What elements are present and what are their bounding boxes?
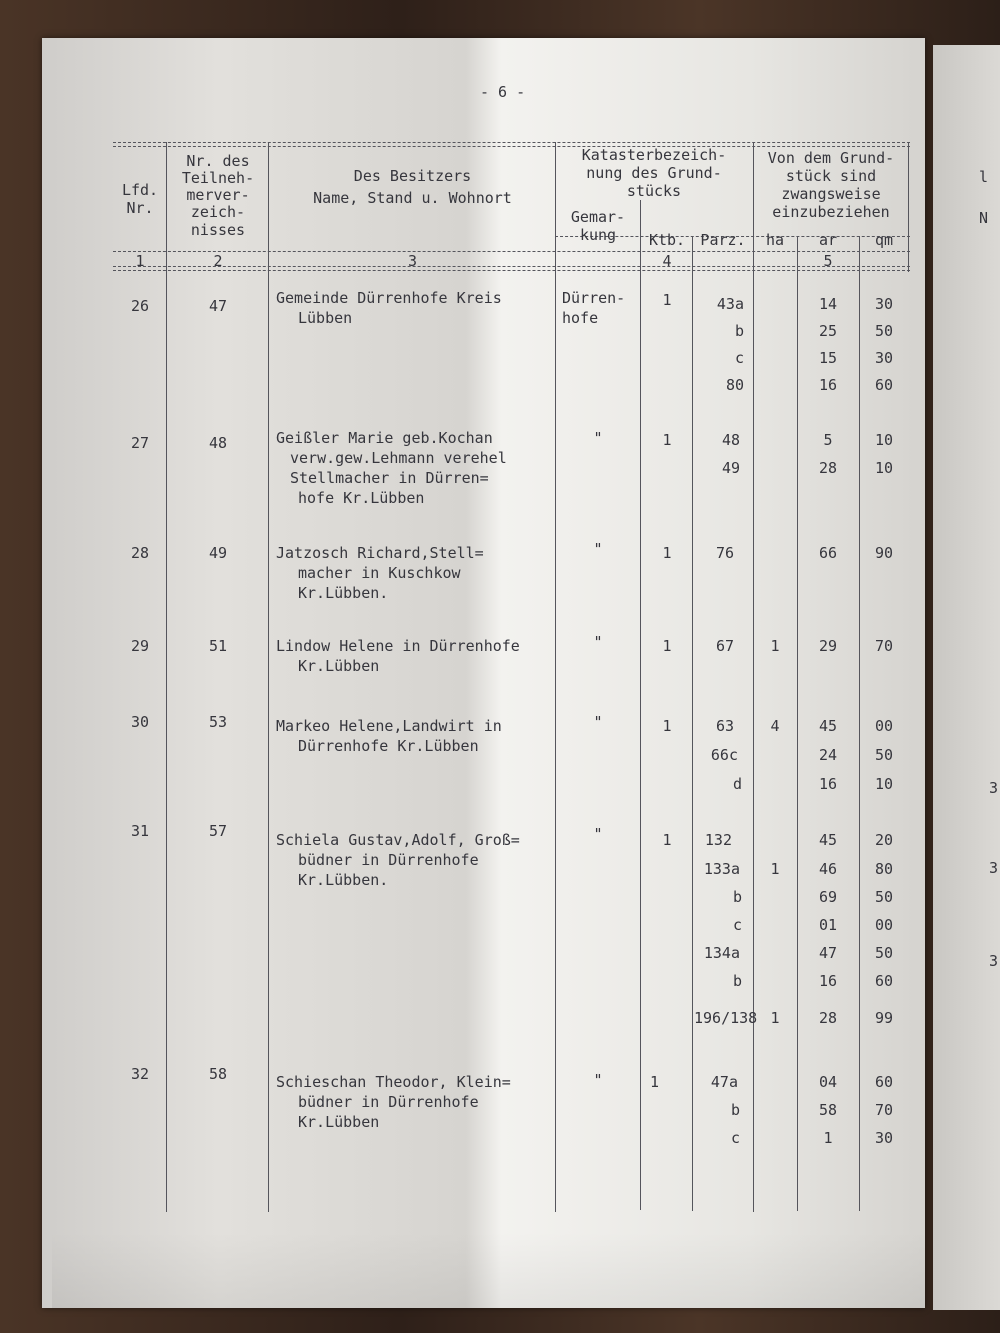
qm: 50 — [874, 944, 894, 962]
qm: 10 — [874, 431, 894, 449]
parzelle: 134a — [703, 944, 740, 962]
parzelle: 49 — [721, 459, 740, 477]
header-ktb: Ktb. — [648, 231, 686, 249]
parzelle: d — [732, 775, 742, 793]
lfd-nr: 29 — [130, 637, 150, 655]
qm: 30 — [874, 295, 894, 313]
parzelle: b — [730, 1101, 740, 1119]
parzelle: 132 — [704, 831, 732, 849]
ktb: 1 — [662, 637, 672, 655]
owner-line: Stellmacher in Dürren= — [290, 469, 489, 487]
qm: 30 — [874, 1129, 894, 1147]
ar: 69 — [818, 888, 838, 906]
parzelle: 67 — [715, 637, 734, 655]
adjacent-page — [933, 45, 1000, 1310]
header-qm: qm — [874, 231, 894, 249]
owner-line: Kr.Lübben — [298, 1113, 380, 1131]
owner-line: büdner in Dürrenhofe — [298, 1093, 479, 1111]
qm: 10 — [874, 775, 894, 793]
header-rule — [113, 251, 910, 252]
owner-line: Kr.Lübben. — [298, 584, 389, 602]
owner-line: Schieschan Theodor, Klein= — [276, 1073, 511, 1091]
header-parz: Parz. — [700, 231, 746, 249]
lfd-nr: 30 — [130, 713, 150, 731]
qm: 70 — [874, 637, 894, 655]
gemarkung-ditto: " — [593, 429, 603, 447]
column-divider — [166, 142, 167, 1212]
parzelle: 47a — [710, 1073, 738, 1091]
ar: 66 — [818, 544, 838, 562]
ar: 04 — [818, 1073, 838, 1091]
column-divider — [859, 236, 860, 1211]
owner-line: Kr.Lübben. — [298, 871, 389, 889]
parzelle: c — [734, 349, 744, 367]
ha: 1 — [770, 1009, 780, 1027]
ar: 5 — [823, 431, 833, 449]
owner-line: Markeo Helene,Landwirt in — [276, 717, 502, 735]
parzelle: 133a — [703, 860, 740, 878]
qm: 00 — [874, 717, 894, 735]
table-top-rule-2 — [113, 146, 910, 147]
ar: 14 — [818, 295, 838, 313]
column-divider — [753, 142, 754, 1212]
owner-line: Geißler Marie geb.Kochan — [276, 429, 493, 447]
teilnehmer-nr: 58 — [208, 1065, 228, 1083]
parzelle: 43a — [716, 295, 744, 313]
ar: 16 — [818, 376, 838, 394]
qm: 90 — [874, 544, 894, 562]
parzelle: 63 — [715, 717, 734, 735]
header-ha: ha — [765, 231, 785, 249]
lfd-nr: 31 — [130, 822, 150, 840]
gemarkung-ditto: " — [593, 633, 603, 651]
lfd-nr: 28 — [130, 544, 150, 562]
parzelle: b — [732, 888, 742, 906]
parzelle: c — [730, 1129, 740, 1147]
column-divider — [555, 142, 556, 1212]
owner-line: büdner in Dürrenhofe — [298, 851, 479, 869]
ha: 1 — [770, 860, 780, 878]
ar: 1 — [823, 1129, 833, 1147]
page-number: - 6 - — [480, 83, 526, 101]
owner-line: Schiela Gustav,Adolf, Groß= — [276, 831, 520, 849]
qm: 50 — [874, 888, 894, 906]
gemarkung-ditto: " — [593, 825, 603, 843]
ktb: 1 — [650, 1073, 660, 1091]
next-page-stub: l — [979, 168, 989, 186]
column-number: 5 — [823, 252, 833, 270]
teilnehmer-nr: 53 — [208, 713, 228, 731]
gemarkung-ditto: " — [593, 1071, 603, 1089]
qm: 10 — [874, 459, 894, 477]
column-divider — [692, 236, 693, 1211]
gemarkung: Dürren- — [562, 289, 626, 307]
owner-line: Dürrenhofe Kr.Lübben — [298, 737, 479, 755]
ktb: 1 — [662, 431, 672, 449]
parzelle: c — [732, 916, 742, 934]
lfd-nr: 27 — [130, 434, 150, 452]
parzelle: 66c — [710, 746, 738, 764]
qm: 70 — [874, 1101, 894, 1119]
ktb: 1 — [662, 831, 672, 849]
table-top-rule — [113, 142, 910, 143]
ha: 4 — [770, 717, 780, 735]
ar: 45 — [818, 717, 838, 735]
ar: 28 — [818, 1009, 838, 1027]
owner-line: Kr.Lübben — [298, 657, 380, 675]
ar: 47 — [818, 944, 838, 962]
qm: 00 — [874, 916, 894, 934]
owner-line: hofe Kr.Lübben — [298, 489, 425, 507]
column-divider — [797, 236, 798, 1211]
owner-line: verw.gew.Lehmann verehel — [290, 449, 507, 467]
qm: 80 — [874, 860, 894, 878]
teilnehmer-nr: 57 — [208, 822, 228, 840]
qm: 99 — [874, 1009, 894, 1027]
ar: 45 — [818, 831, 838, 849]
ar: 16 — [818, 972, 838, 990]
teilnehmer-nr: 51 — [208, 637, 228, 655]
parzelle: 196/138 — [694, 1009, 758, 1027]
column-number: 4 — [662, 252, 672, 270]
qm: 50 — [874, 746, 894, 764]
owner-line: Jatzosch Richard,Stell= — [276, 544, 484, 562]
teilnehmer-nr: 49 — [208, 544, 228, 562]
lfd-nr: 26 — [130, 297, 150, 315]
qm: 50 — [874, 322, 894, 340]
gemarkung-ditto: " — [593, 713, 603, 731]
ktb: 1 — [662, 544, 672, 562]
ar: 58 — [818, 1101, 838, 1119]
column-number: 1 — [135, 252, 145, 270]
parzelle: 80 — [725, 376, 744, 394]
lfd-nr: 32 — [130, 1065, 150, 1083]
ha: 1 — [770, 637, 780, 655]
ar: 29 — [818, 637, 838, 655]
column-divider — [908, 142, 909, 272]
ar: 01 — [818, 916, 838, 934]
column-divider — [268, 142, 269, 1212]
teilnehmer-nr: 48 — [208, 434, 228, 452]
ar: 25 — [818, 322, 838, 340]
ktb: 1 — [662, 717, 672, 735]
parzelle: b — [734, 322, 744, 340]
page-bottom-edge — [52, 1232, 925, 1308]
qm: 60 — [874, 376, 894, 394]
owner-line: Lübben — [298, 309, 353, 327]
column-number: 3 — [407, 252, 418, 270]
teilnehmer-nr: 47 — [208, 297, 228, 315]
ar: 16 — [818, 775, 838, 793]
qm: 60 — [874, 972, 894, 990]
next-page-stub: 3 — [989, 859, 999, 877]
column-divider — [640, 200, 641, 1210]
parzelle: 48 — [721, 431, 740, 449]
qm: 60 — [874, 1073, 894, 1091]
owner-line: Lindow Helene in Dürrenhofe — [276, 637, 520, 655]
next-page-stub: N — [979, 209, 989, 227]
gemarkung: hofe — [562, 309, 599, 327]
column-number: 2 — [213, 252, 223, 270]
qm: 30 — [874, 349, 894, 367]
qm: 20 — [874, 831, 894, 849]
ar: 15 — [818, 349, 838, 367]
ar: 24 — [818, 746, 838, 764]
parzelle: 76 — [715, 544, 734, 562]
number-row-rule-2 — [113, 270, 910, 271]
next-page-stub: 3 — [989, 779, 999, 797]
ar: 28 — [818, 459, 838, 477]
gemarkung-ditto: " — [593, 540, 603, 558]
owner-line: Gemeinde Dürrenhofe Kreis — [276, 289, 502, 307]
next-page-stub: 3 — [989, 952, 999, 970]
ktb: 1 — [662, 291, 672, 309]
ar: 46 — [818, 860, 838, 878]
header-ar: ar — [818, 231, 838, 249]
owner-line: macher in Kuschkow — [298, 564, 461, 582]
parzelle: b — [732, 972, 742, 990]
